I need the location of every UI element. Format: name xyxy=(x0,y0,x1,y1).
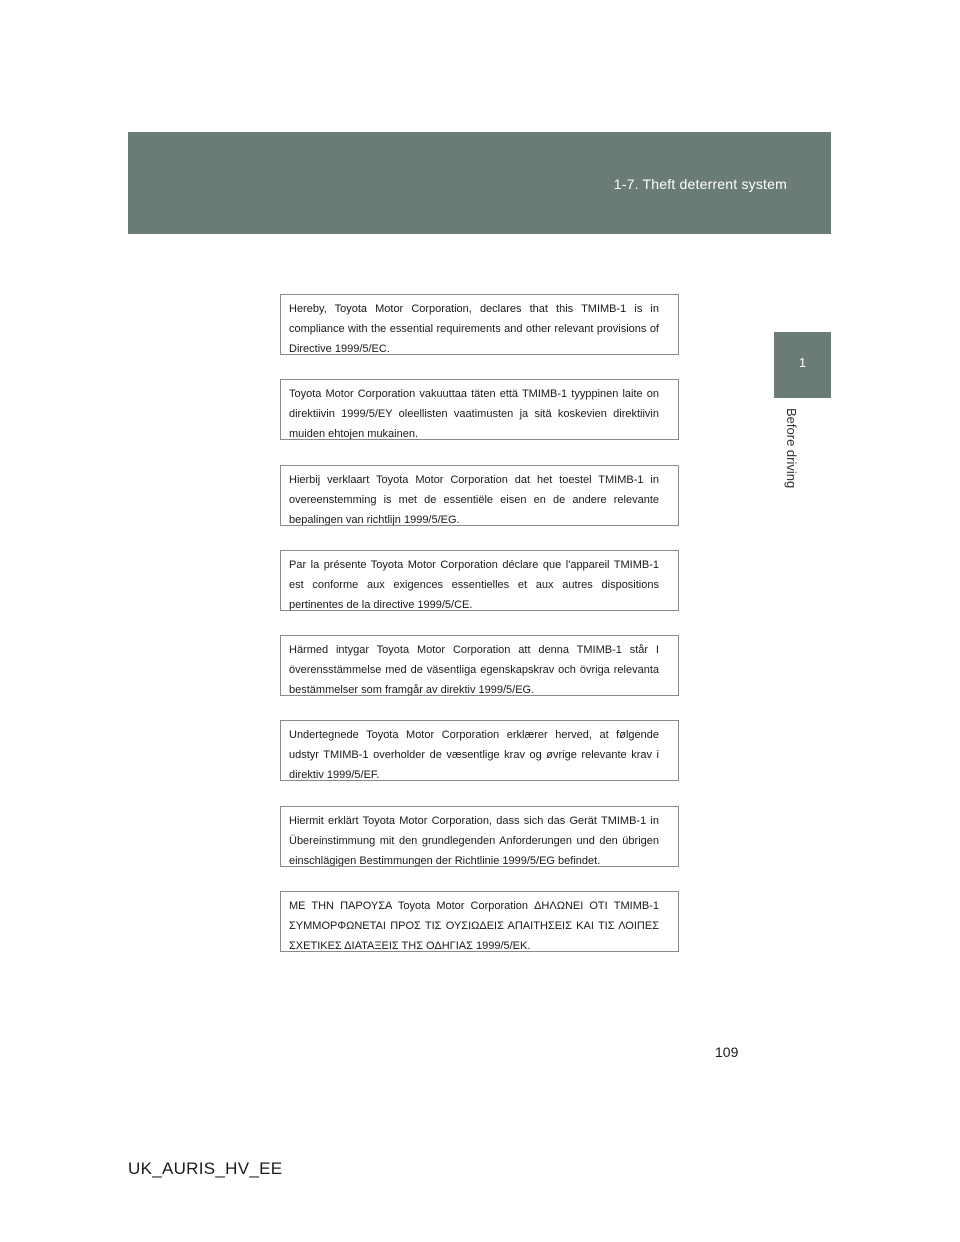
declaration-list xyxy=(280,294,679,952)
declaration-french: Par la présente Toyota Motor Corporation déclare que l'appareil TMIMB-1 est conforme aux exigences essentielles et aux autres dispositions pertinentes de la directive 1999/5/CE. xyxy=(280,550,679,611)
document-code: UK_AURIS_HV_EE xyxy=(128,1159,283,1178)
declaration-danish: Undertegnede Toyota Motor Corporation erklærer herved, at følgende udstyr TMIMB-1 overholder de væsentlige krav og øvrige relevante krav i direktiv 1999/5/EF. xyxy=(280,720,679,781)
chapter-number: 1 xyxy=(798,355,807,370)
declaration-finnish: Toyota Motor Corporation vakuuttaa täten että TMIMB-1 tyyppinen laite on direktiivin 1999/5/EY oleellisten vaatimusten ja sitä koskevien direktiivin muiden ehtojen mukainen. xyxy=(280,379,679,440)
declaration-greek: ΜΕ ΤΗΝ ΠΑΡΟΥΣΑ Toyota Motor Corporation ΔΗΛΩΝΕΙ ΟΤΙ TMIMB-1 ΣΥΜΜΟΡΦΩΝΕΤΑΙ ΠΡΟΣ ΤΙΣ ΟΥΣΙΩΔΕΙΣ ΑΠΑΙΤΗΣΕΙΣ ΚΑΙ ΤΙΣ ΛΟΙΠΕΣ ΣΧΕΤΙΚΕΣ ΔΙΑΤΑΞΕΙΣ ΤΗΣ ΟΔΗΓΙΑΣ 1999/5/ΕΚ. xyxy=(280,891,679,952)
declaration-english: Hereby, Toyota Motor Corporation, declares that this TMIMB-1 is in compliance with the essential requirements and other relevant provisions of Directive 1999/5/EC. xyxy=(280,294,679,355)
chapter-tab xyxy=(774,332,831,398)
declaration-german: Hiermit erklärt Toyota Motor Corporation, dass sich das Gerät TMIMB-1 in Übereinstimmung mit den grundlegenden Anforderungen und den übrigen einschlägigen Bestimmungen der Richtlinie 1999/5/EG befindet. xyxy=(280,806,679,867)
section-header-band xyxy=(128,132,831,234)
section-title: 1-7. Theft deterrent system xyxy=(613,176,787,192)
page-number: 109 xyxy=(715,1044,739,1060)
declaration-swedish: Härmed intygar Toyota Motor Corporation att denna TMIMB-1 står I överensstämmelse med de väsentliga egenskapskrav och övriga relevanta bestämmelser som framgår av direktiv 1999/5/EG. xyxy=(280,635,679,696)
chapter-label: Before driving xyxy=(784,408,799,489)
declaration-dutch: Hierbij verklaart Toyota Motor Corporation dat het toestel TMIMB-1 in overeenstemming is met de essentiële eisen en de andere relevante bepalingen van richtlijn 1999/5/EG. xyxy=(280,465,679,526)
